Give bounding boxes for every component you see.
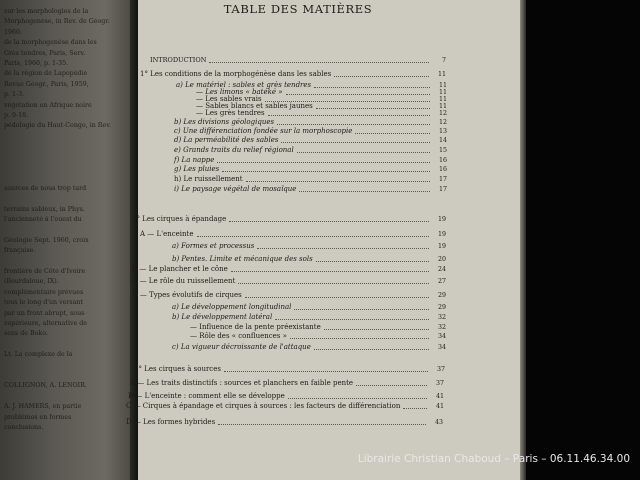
toc-entry-label: b) Les divisions géologiques	[174, 118, 275, 126]
toc-entry	[174, 185, 447, 194]
toc-page-number: 11	[437, 71, 446, 78]
toc-entry	[132, 277, 446, 286]
toc-entry	[132, 215, 446, 224]
left-page-line: de la morphogenèse dans les	[4, 39, 97, 47]
page-title: TABLE DES MATIÈRES	[223, 2, 373, 16]
toc-entry-label: INTRODUCTION	[150, 56, 207, 64]
toc-page-number: 37	[436, 366, 445, 373]
toc-leader-dots	[288, 398, 427, 399]
toc-leader-dots	[314, 349, 429, 350]
left-page-line: Géologie Sept. 1960, croix	[4, 236, 89, 244]
toc-leader-dots	[218, 424, 426, 425]
toc-entry	[126, 418, 443, 427]
toc-page-number: 11	[438, 96, 447, 103]
toc-entry-label: d) La perméabilité des sables	[174, 136, 279, 144]
toc-entry	[190, 323, 446, 332]
toc-entry-label: — Les grès tendres	[196, 109, 265, 117]
toc-page-number: 43	[434, 419, 443, 426]
toc-entry-label: c) Une différenciation fondée sur la morphoscopie	[174, 127, 353, 135]
toc-page-number: 13	[438, 128, 447, 135]
toc-entry	[174, 127, 447, 136]
toc-entry-label: a) Le matériel : sables et grès tendres	[176, 81, 312, 89]
toc-page-number: 12	[438, 119, 447, 126]
left-page-line: COLLIGNON, A. LENOIR.	[4, 382, 87, 390]
left-page-line: pédologie du Haut-Congo, in Rev.	[4, 122, 112, 130]
toc-entry-label: c) La vigueur décroissante de l'attaque	[172, 343, 311, 351]
toc-entry-label: — Influence de la pente préexistante	[190, 323, 321, 331]
toc-entry	[174, 156, 447, 165]
toc-leader-dots	[246, 181, 430, 182]
toc-entry-label: B — L'enceinte : comment elle se développe	[128, 392, 285, 400]
toc-leader-dots	[209, 62, 429, 63]
toc-leader-dots	[297, 152, 430, 153]
toc-page-number: 19	[437, 216, 446, 223]
toc-leader-dots	[403, 408, 427, 409]
toc-entry	[174, 136, 447, 145]
toc-leader-dots	[290, 338, 429, 339]
toc-page-number: 41	[435, 393, 444, 400]
toc-leader-dots	[222, 171, 430, 172]
left-page-line: végétation en Afrique noire	[4, 101, 92, 109]
toc-entry-label: h) Le ruissellement	[174, 175, 243, 183]
toc-entry-label: — Rôle des « confluences »	[190, 332, 287, 340]
toc-entry-label: B — Le plancher et le cône	[132, 265, 228, 273]
toc-leader-dots	[316, 261, 429, 262]
toc-page-number: 19	[437, 231, 446, 238]
toc-entry-label: i) Le paysage végétal de mosaïque	[174, 185, 297, 193]
page-edge	[520, 0, 526, 480]
toc-page-number: 15	[438, 147, 447, 154]
toc-leader-dots	[217, 162, 430, 163]
left-page-line: Lt. La complexe de la	[4, 351, 73, 359]
toc-page-number: 29	[437, 292, 446, 299]
toc-page-number: 7	[441, 57, 446, 64]
left-page-line: sens de Boko.	[4, 330, 48, 338]
toc-leader-dots	[277, 124, 430, 125]
left-page-line: problèmes en formes	[4, 413, 72, 421]
toc-entry-label: b) Le développement latéral	[172, 313, 273, 321]
left-page-line: tous le long d'un versant	[4, 299, 83, 307]
toc-entry	[174, 146, 447, 155]
left-page-line: Paris, 1960, p. 1-35.	[4, 60, 69, 67]
left-page-line: Grès tendres, Paris, Serv.	[4, 49, 86, 57]
toc-entry	[172, 313, 446, 322]
toc-page-number: 11	[438, 82, 447, 89]
toc-entry-label: A — L'enceinte	[140, 230, 194, 238]
left-page-line: par un front abrupt, sous	[4, 309, 85, 317]
toc-page-number: 19	[437, 243, 446, 250]
toc-entry	[132, 291, 446, 300]
toc-entry-label: e) Grands traits du relief régional	[174, 146, 294, 154]
toc-entry	[126, 402, 444, 411]
toc-entry-label: f) La nappe	[174, 156, 215, 164]
toc-leader-dots	[257, 248, 429, 249]
left-page	[0, 0, 132, 480]
toc-page-number: 20	[437, 256, 446, 263]
left-page-line: frontière de Côte d'Ivoire	[4, 268, 86, 275]
toc-entry	[172, 343, 446, 352]
toc-page-number: 12	[438, 110, 447, 117]
toc-entry	[130, 379, 444, 388]
toc-entry	[196, 109, 447, 118]
toc-entry	[150, 56, 446, 65]
toc-entry-label: 3° Les cirques à sources	[134, 365, 221, 373]
left-page-line: sur les morphologies de la	[4, 8, 89, 15]
toc-entry-label: 2° Les cirques à épandage	[132, 215, 227, 223]
toc-page-number: 17	[438, 176, 447, 183]
toc-page-number: 32	[437, 314, 446, 321]
toc-entry	[174, 165, 447, 174]
left-page-line: Morphogenèse, in Rev. de Géogr.	[4, 18, 110, 26]
toc-entry-label: 1° Les conditions de la morphogénèse dans les sables	[140, 70, 332, 78]
toc-entry	[132, 265, 446, 274]
toc-leader-dots	[294, 309, 429, 310]
toc-entry-label: D — Les formes hybrides	[126, 418, 216, 426]
toc-leader-dots	[231, 271, 429, 272]
left-page-line: A. J. HAMERS, en partie	[4, 403, 82, 411]
toc-page-number: 34	[437, 333, 446, 340]
left-page-line: l'ancienneté à l'ouest du	[4, 216, 82, 223]
toc-leader-dots	[238, 283, 429, 284]
toc-entry	[174, 118, 447, 127]
toc-entry-label: — Les limons « batéké »	[196, 88, 283, 96]
toc-page-number: 17	[438, 186, 447, 193]
toc-entry	[172, 255, 446, 264]
toc-leader-dots	[355, 133, 430, 134]
toc-page-number: 32	[437, 324, 446, 331]
toc-entry	[140, 70, 446, 79]
toc-entry-label: — Sables blancs et sables jaunes	[196, 102, 313, 110]
toc-page-number: 27	[437, 278, 446, 285]
toc-page-number: 14	[438, 137, 447, 144]
left-page-line: terrains sableux, in Phys.	[4, 205, 85, 213]
toc-entry	[172, 303, 446, 312]
toc-leader-dots	[245, 297, 429, 298]
toc-leader-dots	[268, 115, 430, 116]
left-page-line: p. 1-3.	[4, 91, 25, 99]
toc-entry-label: — Les sables vrais	[196, 95, 262, 103]
toc-leader-dots	[275, 319, 429, 320]
toc-leader-dots	[356, 385, 427, 386]
toc-page-number: 16	[438, 157, 447, 164]
toc-entry-label: g) Les pluies	[174, 165, 220, 173]
toc-leader-dots	[334, 76, 429, 77]
toc-entry	[172, 242, 446, 251]
left-page-line: supérieure, alternative de	[4, 320, 88, 327]
toc-entry	[140, 230, 446, 239]
toc-page-number: 41	[435, 403, 444, 410]
toc-leader-dots	[324, 329, 429, 330]
toc-entry-label: a) Le développement longitudinal	[172, 303, 292, 311]
left-page-line: p. 9-18.	[4, 112, 29, 119]
toc-leader-dots	[299, 191, 430, 192]
left-page-line: sources de nous trop tard	[4, 184, 87, 192]
toc-page-number: 11	[438, 103, 447, 110]
toc-entry	[134, 365, 445, 374]
left-page-line: conclusions.	[4, 424, 44, 431]
toc-entry-label: A — Les traits distinctifs : sources et planchers en faible pente	[130, 379, 354, 387]
toc-page-number: 11	[438, 89, 447, 96]
toc-leader-dots	[229, 221, 429, 222]
toc-page-number: 29	[437, 304, 446, 311]
toc-entry-label: C — Le rôle du ruissellement	[132, 277, 236, 285]
bookseller-caption: Librairie Christian Chaboud – Paris – 06.11.46.34.00	[357, 453, 630, 465]
toc-entry	[174, 175, 447, 184]
toc-page-number: 16	[438, 166, 447, 173]
toc-page-number: 37	[435, 380, 444, 387]
left-page-line: 1960.	[4, 28, 23, 36]
toc-entry-label: C — Cirques à épandage et cirques à sources : les facteurs de différenciation	[126, 402, 401, 410]
toc-leader-dots	[224, 371, 428, 372]
toc-leader-dots	[281, 142, 430, 143]
toc-entry-label: a) Formes et processus	[172, 242, 255, 250]
toc-leader-dots	[197, 236, 430, 237]
toc-entry	[190, 332, 446, 341]
left-page-line: (Bourdaloue, IX).	[4, 278, 59, 286]
left-page-line: française.	[4, 247, 36, 255]
left-page-line: complémentaire prévues	[4, 288, 84, 296]
left-page-line: de la région de Lapopédie	[4, 70, 88, 78]
toc-entry-label: D — Types évolutifs de cirques	[132, 291, 242, 299]
left-page-line: Revue Géogr., Paris, 1959,	[4, 80, 89, 88]
toc-entry	[128, 392, 444, 401]
toc-page-number: 34	[437, 344, 446, 351]
toc-entry-label: b) Pentes. Limite et mécanique des sols	[172, 255, 313, 263]
toc-page-number: 24	[437, 266, 446, 273]
